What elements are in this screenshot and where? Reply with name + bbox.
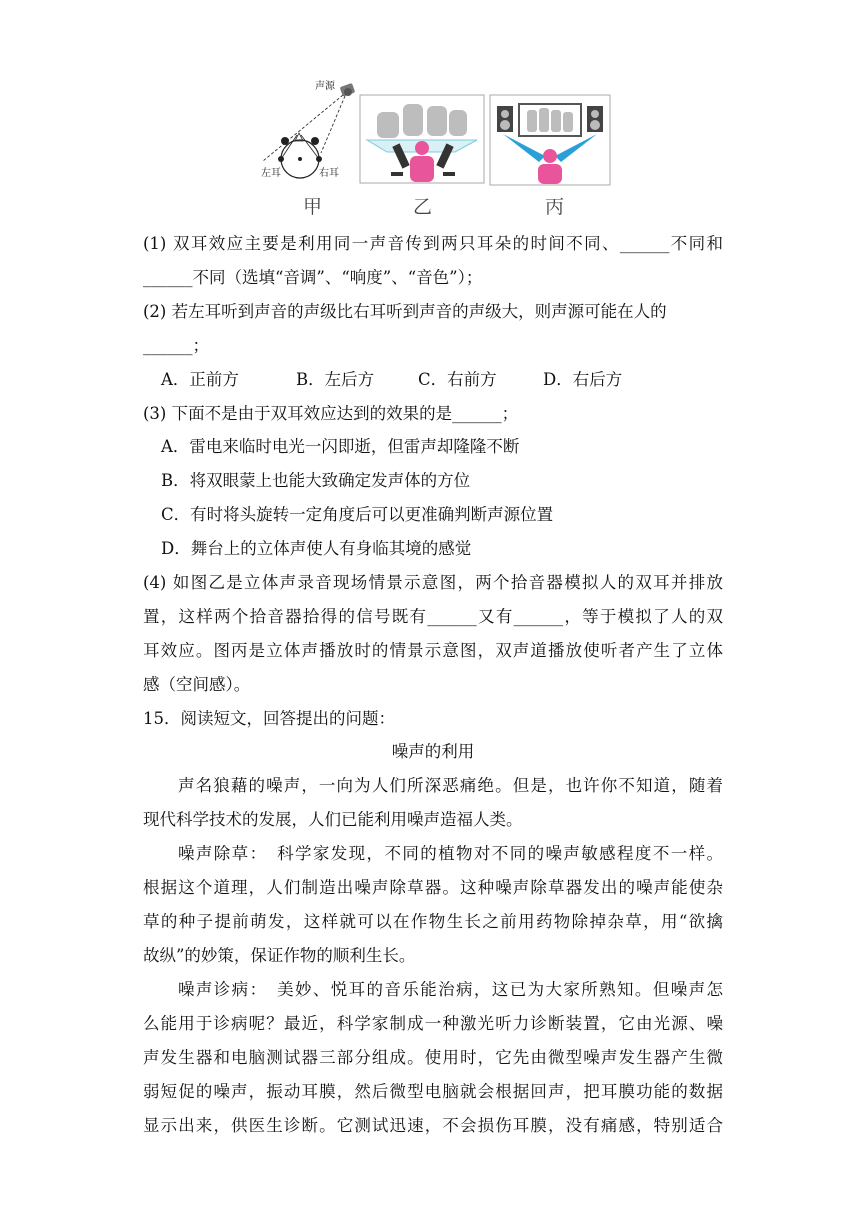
q14-part3-stem: (3) 下面不是由于双耳效应达到的效果的是______； (143, 404, 519, 423)
q15-para1-line1: 声名狼藉的噪声，一向为人们所深恶痛绝。但是，也许你不知道，随着 (178, 776, 723, 795)
figure-jia-source-label: 声源 (315, 81, 335, 92)
speaker-right-icon (587, 106, 603, 132)
figure-jia-right-ear-label: 右耳 (319, 168, 339, 179)
q15-stem: 15．阅读短文，回答提出的问题： (143, 709, 395, 728)
q15-para3-line1: 噪声诊病： 美妙、悦耳的音乐能治病，这已为大家所熟知。但噪声怎 (178, 980, 723, 999)
q14-part4-line4: 感（空间感）。 (143, 675, 251, 694)
head-diagram-icon (278, 133, 322, 178)
q15-para1-line2: 现代科学技术的发展，人们已能利用噪声造福人类。 (143, 810, 523, 829)
q15-article-title: 噪声的利用 (391, 742, 475, 761)
figure-bing (489, 94, 611, 186)
figure-jia-left-ear-label: 左耳 (261, 168, 281, 179)
figure-label-bing: 丙 (545, 196, 565, 218)
q14-part1-line1: (1) 双耳效应主要是利用同一声音传到两只耳朵的时间不同、______不同和 (143, 234, 723, 253)
figure-jia (255, 75, 365, 185)
q15-para2-line4: 故纵”的妙策，保证作物的顺利生长。 (143, 946, 416, 965)
q15-para2-line1: 噪声除草： 科学家发现，不同的植物对不同的噪声敏感程度不一样。 (178, 844, 723, 863)
q14-part2-line1: (2) 若左耳听到声音的声级比右耳听到声音的声级大，则声源可能在人的 (143, 302, 667, 321)
screen-icon (519, 104, 581, 136)
q14-part2-option-b: B．左后方 (296, 370, 375, 389)
q14-part4-line2: 置，这样两个拾音器拾得的信号既有______又有______，等于模拟了人的双 (143, 607, 723, 626)
q14-part2-option-d: D．右后方 (543, 370, 623, 389)
q14-part2-option-c: C．右前方 (418, 370, 497, 389)
q15-para2-line3: 草的种子提前萌发，这样就可以在作物生长之前用药物除掉杂草，用“欲擒 (143, 912, 723, 931)
q14-part3-option-c: C．有时将头旋转一定角度后可以更准确判断声源位置 (161, 505, 554, 524)
q14-part4-line3: 耳效应。图丙是立体声播放时的情景示意图，双声道播放使听者产生了立体 (143, 641, 723, 660)
figure-label-jia: 甲 (303, 196, 323, 218)
q15-para2-line2: 根据这个道理，人们制造出噪声除草器。这种噪声除草器发出的噪声能使杂 (143, 878, 723, 897)
q14-part4-line1: (4) 如图乙是立体声录音现场情景示意图，两个拾音器模拟人的双耳并排放 (143, 573, 723, 592)
q14-part3-option-b: B．将双眼蒙上也能大致确定发声体的方位 (161, 471, 471, 490)
q14-part2-option-a: A．正前方 (161, 370, 239, 389)
q15-para3-line3: 声发生器和电脑测试器三部分组成。使用时，它先由微型噪声发生器产生微 (143, 1048, 723, 1067)
q14-part2-line2: ______； (143, 336, 209, 355)
q15-para3-line4: 弱短促的噪声，振动耳膜，然后微型电脑就会根据回声，把耳膜功能的数据 (143, 1082, 723, 1101)
sound-source-icon (340, 83, 356, 97)
q14-part3-option-d: D．舞台上的立体声使人有身临其境的感觉 (161, 539, 472, 558)
q15-para3-line5: 显示出来，供医生诊断。它测试迅速，不会损伤耳膜，没有痛感，特别适合 (143, 1116, 723, 1135)
figure-label-yi: 乙 (413, 196, 433, 218)
q15-para3-line2: 么能用于诊病呢？最近，科学家制成一种激光听力诊断装置，它由光源、噪 (143, 1014, 723, 1033)
figure-yi (359, 94, 485, 184)
speaker-left-icon (497, 106, 513, 132)
q14-part3-option-a: A．雷电来临时电光一闪即逝，但雷声却隆隆不断 (161, 437, 520, 456)
q14-part1-line2: ______不同（选填“音调”、“响度”、“音色”）； (143, 268, 483, 287)
